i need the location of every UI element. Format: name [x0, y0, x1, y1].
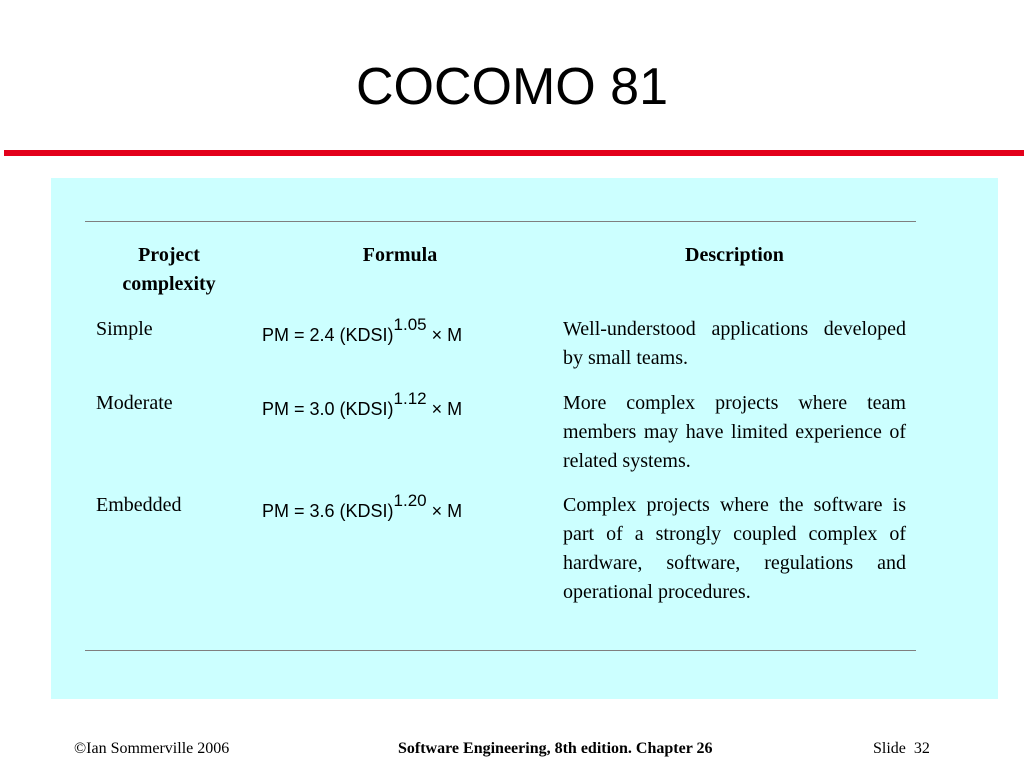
table-top-rule: [85, 221, 916, 222]
table-bottom-rule: [85, 650, 916, 651]
footer-copyright: ©Ian Sommerville 2006: [74, 740, 230, 757]
column-header-complexity: Project complexity: [122, 244, 216, 295]
row-description-simple: Well-understood applications developed by small teams.: [563, 318, 906, 369]
footer-book-title: Software Engineering, 8th edition. Chapter 26: [398, 740, 713, 757]
slide-title: COCOMO 81: [355, 58, 669, 116]
row-formula-simple: PM = 2.4 (KDSI)$^{1.05}$ × M: [262, 315, 463, 345]
row-complexity-embedded: Embedded: [96, 494, 182, 516]
row-complexity-moderate: Moderate: [96, 392, 173, 414]
formula-exponent: 1.05: [393, 315, 427, 334]
formula-exponent: 1.12: [393, 389, 427, 408]
row-formula-moderate: PM = 3.0 (KDSI)$^{1.12}$ × M: [262, 389, 463, 419]
footer-slide-number: Slide 32: [873, 740, 930, 757]
title-divider: [4, 150, 1024, 156]
column-header-description: Description: [685, 244, 784, 266]
column-header-formula: Formula: [362, 244, 438, 266]
row-complexity-simple: Simple: [96, 318, 153, 340]
row-description-moderate: More complex projects where team members may have limited experience of related systems.: [563, 392, 906, 472]
row-formula-embedded: PM = 3.6 (KDSI)$^{1.20}$ × M: [262, 491, 463, 521]
row-description-embedded: Complex projects where the software is part of a strongly coupled complex of hardware, software, regulations and operational procedures.: [563, 494, 906, 603]
formula-exponent: 1.20: [393, 491, 427, 510]
